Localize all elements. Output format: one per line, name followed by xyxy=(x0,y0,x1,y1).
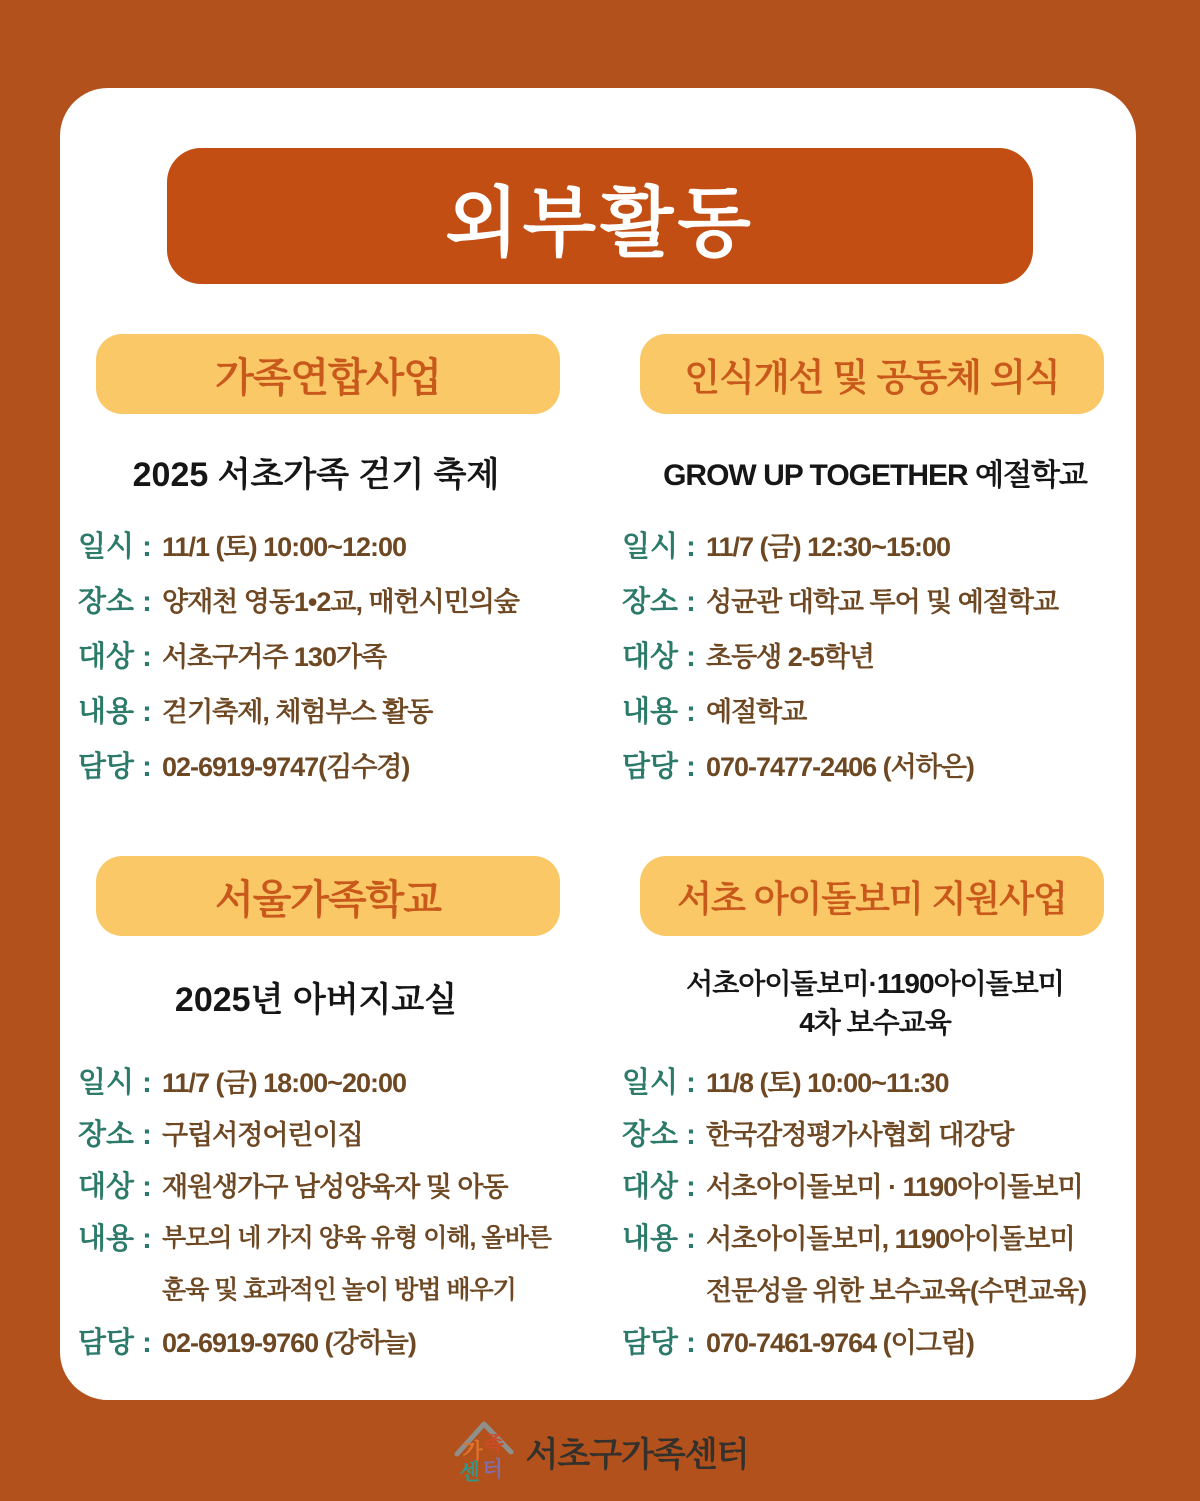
info-row xyxy=(622,1210,1086,1262)
section-1-banner xyxy=(96,334,560,414)
info-row xyxy=(78,517,519,572)
field-label: 장소 : xyxy=(78,1118,152,1151)
field-label: 대상 : xyxy=(78,1170,152,1203)
field-value: 02-6919-9747(김수경) xyxy=(162,752,410,782)
main-title-banner xyxy=(167,148,1033,284)
logo-char-jok: 족 xyxy=(483,1433,504,1456)
section-4-banner-label: 서초 아이돌보미 지원사업 xyxy=(677,877,1067,919)
field-label: 담당 : xyxy=(78,751,152,783)
info-row xyxy=(622,1054,1086,1106)
field-value: 11/7 (금) 18:00~20:00 xyxy=(162,1067,407,1098)
info-row xyxy=(622,1262,1086,1314)
section-4-title-line1: 서초아이돌보미·1190아이돌보미 xyxy=(686,968,1064,999)
info-row xyxy=(622,682,1058,737)
field-value: 재원생가구 남성양육자 및 아동 xyxy=(162,1171,508,1202)
field-value: 구립서정어린이집 xyxy=(162,1119,363,1150)
section-3-banner-label: 서울가족학교 xyxy=(215,877,441,922)
field-label: 장소 : xyxy=(78,586,152,618)
footer xyxy=(0,1416,1200,1486)
field-value: 서초아이돌보미 · 1190아이돌보미 xyxy=(706,1171,1083,1202)
field-value: 예절학교 xyxy=(706,697,807,727)
field-value: 11/1 (토) 10:00~12:00 xyxy=(162,532,407,562)
field-value: 서초아이돌보미, 1190아이돌보미 xyxy=(706,1223,1075,1254)
field-label: 내용 : xyxy=(622,1222,696,1255)
field-value: 11/7 (금) 12:30~15:00 xyxy=(706,532,951,562)
section-2-info xyxy=(622,517,1058,792)
info-row xyxy=(78,1314,551,1366)
section-2-banner-label: 인식개선 및 공동체 의식 xyxy=(684,357,1060,398)
section-4-title xyxy=(628,964,1122,1042)
info-row xyxy=(622,1314,1086,1366)
section-4-title-line2: 4차 보수교육 xyxy=(799,1007,951,1038)
logo-char-ga: 가 xyxy=(462,1440,483,1463)
logo-char-teo: 터 xyxy=(482,1458,503,1481)
info-row xyxy=(622,572,1058,627)
field-label: 일시 : xyxy=(622,1066,696,1099)
info-row xyxy=(622,1158,1086,1210)
info-row xyxy=(78,1106,551,1158)
field-value: 부모의 네 가지 양육 유형 이해, 올바른 xyxy=(162,1224,551,1252)
field-label: 내용 : xyxy=(622,696,696,728)
field-value: 02-6919-9760 (강하늘) xyxy=(162,1327,416,1358)
section-2-banner xyxy=(640,334,1104,414)
section-1-title: 2025 서초가족 걷기 축제 xyxy=(132,456,500,494)
field-label: 대상 : xyxy=(622,1170,696,1203)
page-title: 외부활동 xyxy=(445,180,755,266)
field-label: 일시 : xyxy=(78,1066,152,1099)
section-1-info xyxy=(78,517,519,792)
info-row xyxy=(78,1158,551,1210)
info-row xyxy=(78,1262,551,1314)
section-3-banner xyxy=(96,856,560,936)
field-value: 서초구거주 130가족 xyxy=(162,642,387,672)
info-row xyxy=(78,572,519,627)
info-row xyxy=(78,1054,551,1106)
field-label: 대상 : xyxy=(78,641,152,673)
field-label: 내용 : xyxy=(78,696,152,728)
info-row xyxy=(622,517,1058,572)
field-value: 11/8 (토) 10:00~11:30 xyxy=(706,1067,949,1098)
field-label: 대상 : xyxy=(622,641,696,673)
field-value: 070-7477-2406 (서하은) xyxy=(706,752,974,782)
field-value: 전문성을 위한 보수교육(수면교육) xyxy=(706,1275,1087,1306)
section-3-title: 2025년 아버지교실 xyxy=(174,981,458,1019)
field-label: 일시 : xyxy=(78,531,152,563)
section-4-info xyxy=(622,1054,1086,1366)
section-3-info xyxy=(78,1054,551,1366)
field-value: 양재천 영동1•2교, 매헌시민의숲 xyxy=(162,587,519,617)
info-row xyxy=(78,682,519,737)
logo-char-sen: 센 xyxy=(459,1461,480,1484)
info-row xyxy=(622,737,1058,792)
info-row xyxy=(78,627,519,682)
field-value: 한국감정평가사협회 대강당 xyxy=(706,1119,1014,1150)
field-value: 초등생 2-5학년 xyxy=(706,642,874,672)
field-label: 내용 : xyxy=(78,1222,152,1255)
info-row xyxy=(622,1106,1086,1158)
field-value: 훈육 및 효과적인 놀이 방법 배우기 xyxy=(162,1276,516,1304)
field-label: 장소 : xyxy=(622,1118,696,1151)
field-label: 장소 : xyxy=(622,586,696,618)
field-value: 걷기축제, 체험부스 활동 xyxy=(162,697,433,727)
field-label: 담당 : xyxy=(78,1326,152,1359)
info-row xyxy=(622,627,1058,682)
info-row xyxy=(78,737,519,792)
field-value: 070-7461-9764 (이그림) xyxy=(706,1327,974,1358)
info-row xyxy=(78,1210,551,1262)
section-1-banner-label: 가족연합사업 xyxy=(215,355,441,400)
org-name: 서초구가족센터 xyxy=(525,1435,749,1474)
field-label: 일시 : xyxy=(622,531,696,563)
section-4-banner xyxy=(640,856,1104,936)
field-label: 담당 : xyxy=(622,751,696,783)
field-label: 담당 : xyxy=(622,1326,696,1359)
section-2-title: GROW UP TOGETHER 예절학교 xyxy=(663,459,1087,492)
family-center-logo xyxy=(452,1416,516,1486)
field-value: 성균관 대학교 투어 및 예절학교 xyxy=(706,587,1059,617)
